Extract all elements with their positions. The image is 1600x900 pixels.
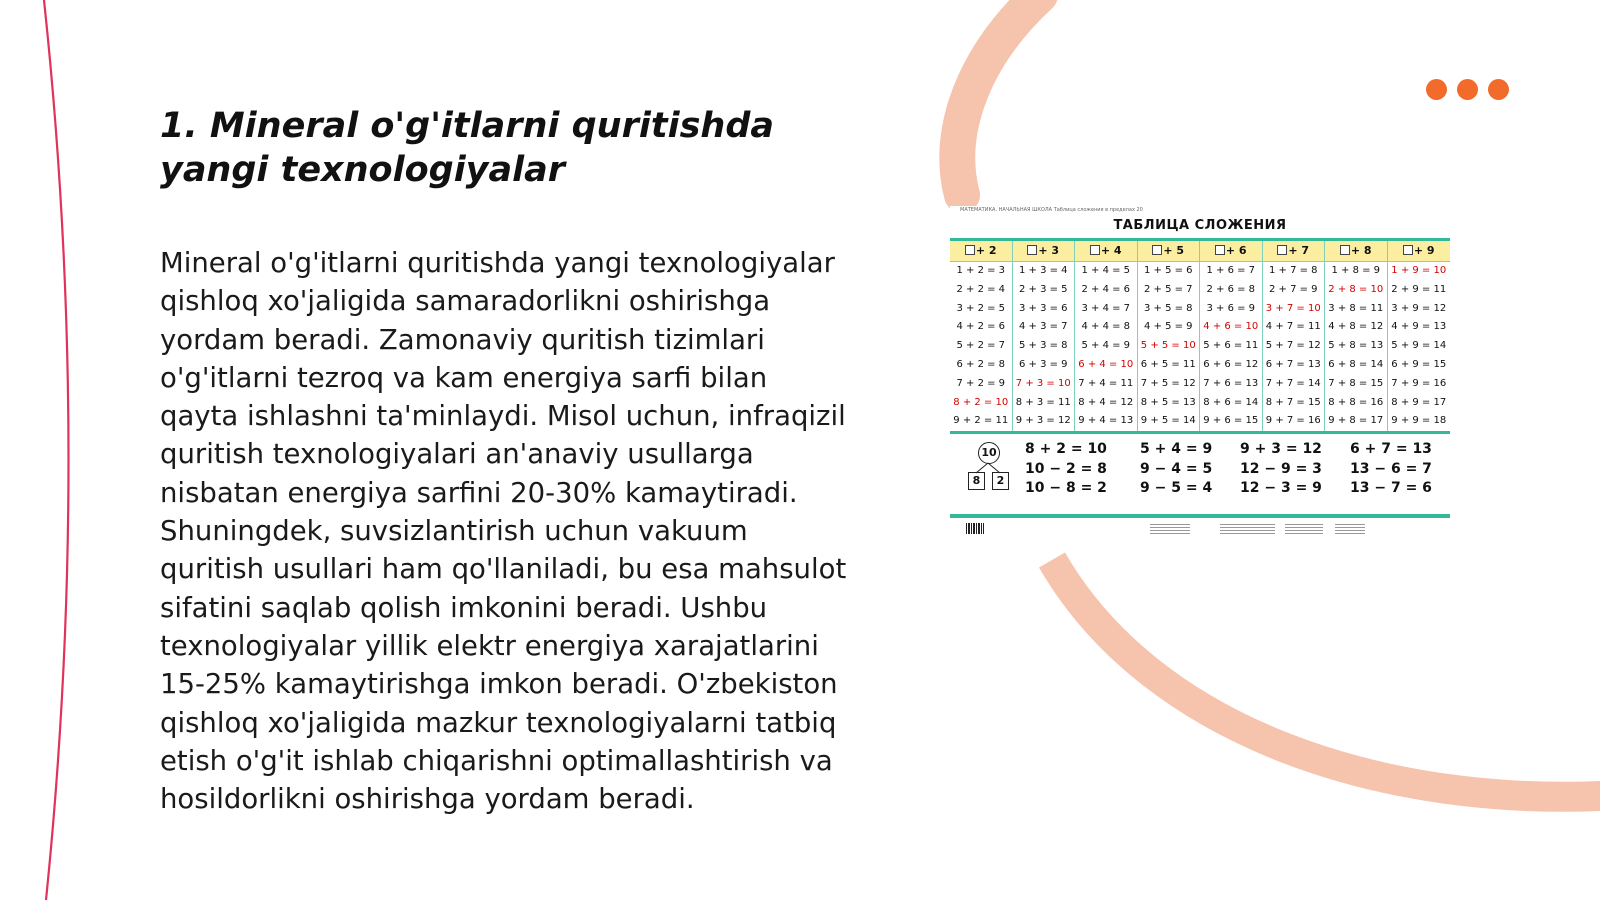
equation-cell: 3 + 8 = 11 <box>1328 302 1384 314</box>
column-header <box>1200 241 1262 262</box>
equation-cell: 7 + 9 = 16 <box>1391 377 1447 389</box>
fine-print-1 <box>1150 524 1190 534</box>
equation-cell: 9 + 6 = 15 <box>1203 415 1259 427</box>
equation-cell: 4 + 9 = 13 <box>1391 321 1447 333</box>
dot-2 <box>1457 79 1478 100</box>
equation-cell: 2 + 4 = 6 <box>1081 283 1131 295</box>
equation-cell: 8 + 8 = 16 <box>1328 396 1384 408</box>
column-header <box>1263 241 1325 262</box>
equation-cell: 2 + 3 = 5 <box>1018 283 1068 295</box>
dot-1 <box>1426 79 1447 100</box>
equation-cell: 7 + 3 = 10 <box>1015 377 1071 389</box>
column-header-label: + 9 <box>1413 244 1435 257</box>
equation-cell: 6 + 6 = 12 <box>1203 358 1259 370</box>
blank-box-icon <box>1027 245 1037 255</box>
addition-column <box>1325 241 1388 431</box>
equation-cell: 7 + 8 = 15 <box>1328 377 1384 389</box>
equation-cell: 9 + 7 = 16 <box>1265 415 1321 427</box>
poster-header: МАТЕМАТИКА. НАЧАЛЬНАЯ ШКОЛА Таблица сложения в пределах 20 <box>960 207 1143 213</box>
column-header-label: + 2 <box>975 244 997 257</box>
equation-cell: 7 + 2 = 9 <box>956 377 1006 389</box>
equation-cell: 4 + 6 = 10 <box>1203 321 1259 333</box>
equation-cell: 1 + 8 = 9 <box>1331 265 1381 276</box>
equation-cell: 8 + 3 = 11 <box>1015 396 1071 408</box>
equation-cell: 2 + 2 = 4 <box>956 283 1006 295</box>
example-equation: 12 − 3 = 9 <box>1240 480 1322 497</box>
equation-cell: 5 + 8 = 13 <box>1328 340 1384 352</box>
example-equation: 13 − 6 = 7 <box>1350 460 1432 477</box>
column-header-label: + 3 <box>1038 244 1060 257</box>
poster-footer-band <box>950 514 1450 518</box>
equation-cell: 6 + 8 = 14 <box>1328 358 1384 370</box>
column-header <box>1075 241 1137 262</box>
equation-cell: 1 + 6 = 7 <box>1206 265 1256 276</box>
equation-cell: 1 + 2 = 3 <box>956 265 1006 276</box>
addition-column <box>1263 241 1326 431</box>
column-header <box>1325 241 1387 262</box>
blank-box-icon <box>1152 245 1162 255</box>
equation-cell: 7 + 7 = 14 <box>1265 377 1321 389</box>
equation-cell: 6 + 2 = 8 <box>956 358 1006 370</box>
equation-cell: 5 + 5 = 10 <box>1140 340 1196 352</box>
equation-cell: 8 + 2 = 10 <box>953 396 1009 408</box>
equation-cell: 6 + 5 = 11 <box>1140 358 1196 370</box>
example-equation: 13 − 7 = 6 <box>1350 480 1432 497</box>
blank-box-icon <box>1215 245 1225 255</box>
equation-cell: 9 + 5 = 14 <box>1140 415 1196 427</box>
column-header <box>1013 241 1075 262</box>
equation-cell: 5 + 6 = 11 <box>1203 340 1259 352</box>
example-equation: 9 − 5 = 4 <box>1140 480 1213 497</box>
slide-body-text: Mineral o'g'itlarni quritishda yangi texnologiyalar qishloq xo'jaligida samaradorlikni oshirishga yordam beradi. Zamonaviy quritish tizimlari o'g'itlarni tezroq va kam energiya sarfi bilan qayta ishlashni ta'minlaydi. Misol uchun, infraqizil quritish texnologiyalari an'anaviy usullarga nisbatan energiya sarfini 20-30% kamaytiradi. Shuningdek, suvsizlantirish uchun vakuum quritish usullari ham qo'llaniladi, bu esa mahsulot sifatini saqlab qolish imkonini beradi. Ushbu texnologiyalar yillik elektr energiya xarajatlarini 15-25% kamaytirishga imkon beradi. O'zbekiston qishloq xo'jaligida mazkur texnologiyalarni tatbiq etish o'g'it ishlab chiqarishni optimallashtirish va hosildorlikni oshirishga yordam beradi. <box>160 247 847 816</box>
decorative-arc-top <box>957 0 1040 195</box>
equation-cell: 2 + 8 = 10 <box>1328 283 1384 295</box>
addition-column <box>1200 241 1263 431</box>
equation-cell: 5 + 3 = 8 <box>1018 340 1068 352</box>
fine-print-2 <box>1220 524 1275 534</box>
equation-cell: 2 + 7 = 9 <box>1268 283 1318 295</box>
blank-box-icon <box>1403 245 1413 255</box>
equation-cell: 3 + 5 = 8 <box>1143 302 1193 314</box>
column-header <box>1138 241 1200 262</box>
left-curve-line <box>44 0 69 900</box>
column-header <box>1388 241 1451 262</box>
equation-cell: 4 + 5 = 9 <box>1143 321 1193 333</box>
equation-cell: 9 + 8 = 17 <box>1328 415 1384 427</box>
column-header-label: + 5 <box>1163 244 1185 257</box>
equation-cell: 4 + 8 = 12 <box>1328 321 1384 333</box>
equation-cell: 9 + 9 = 18 <box>1391 415 1447 427</box>
addition-grid <box>950 238 1450 434</box>
addition-column <box>950 241 1013 431</box>
split-box-right: 2 <box>992 472 1009 490</box>
ten-circle: 10 <box>978 442 1000 464</box>
example-equation-group <box>1025 440 1107 499</box>
example-equation: 8 + 2 = 10 <box>1025 441 1107 458</box>
equation-cell: 6 + 4 = 10 <box>1078 358 1134 370</box>
addition-column <box>1013 241 1076 431</box>
example-equation: 5 + 4 = 9 <box>1140 441 1213 458</box>
equation-cell: 3 + 3 = 6 <box>1018 302 1068 314</box>
equation-cell: 8 + 7 = 15 <box>1265 396 1321 408</box>
split-box-left: 8 <box>968 472 985 490</box>
example-equation: 9 + 3 = 12 <box>1240 441 1322 458</box>
equation-cell: 1 + 7 = 8 <box>1268 265 1318 276</box>
equation-cell: 8 + 6 = 14 <box>1203 396 1259 408</box>
equation-cell: 7 + 5 = 12 <box>1140 377 1196 389</box>
equation-cell: 3 + 7 = 10 <box>1265 302 1321 314</box>
example-equation: 10 − 8 = 2 <box>1025 480 1107 497</box>
blank-box-icon <box>1090 245 1100 255</box>
slide-title: 1. Mineral o'g'itlarni quritishda yangi texnologiyalar <box>160 106 774 190</box>
split-lines <box>968 462 1013 474</box>
example-equation-group <box>1140 440 1212 499</box>
column-header-label: + 4 <box>1100 244 1122 257</box>
equation-cell: 3 + 6 = 9 <box>1206 302 1256 314</box>
example-equation-group <box>1350 440 1432 499</box>
addition-column <box>1138 241 1201 431</box>
fine-print-4 <box>1335 524 1365 534</box>
blank-box-icon <box>1340 245 1350 255</box>
equation-cell: 7 + 6 = 13 <box>1203 377 1259 389</box>
example-equation: 12 − 9 = 3 <box>1240 460 1322 477</box>
equation-cell: 1 + 4 = 5 <box>1081 265 1131 276</box>
equation-cell: 5 + 7 = 12 <box>1265 340 1321 352</box>
example-equation: 10 − 2 = 8 <box>1025 460 1107 477</box>
equation-cell: 4 + 4 = 8 <box>1081 321 1131 333</box>
equation-cell: 1 + 3 = 4 <box>1018 265 1068 276</box>
example-equation-group <box>1240 440 1322 499</box>
decorative-dots <box>1426 79 1509 100</box>
equation-cell: 9 + 4 = 13 <box>1078 415 1134 427</box>
column-header <box>950 241 1012 262</box>
equation-cell: 2 + 6 = 8 <box>1206 283 1256 295</box>
equation-cell: 2 + 9 = 11 <box>1391 283 1447 295</box>
fine-print-3 <box>1285 524 1323 534</box>
equation-cell: 4 + 7 = 11 <box>1265 321 1321 333</box>
dot-3 <box>1488 79 1509 100</box>
equation-cell: 9 + 3 = 12 <box>1015 415 1071 427</box>
equation-cell: 9 + 2 = 11 <box>953 415 1009 427</box>
equation-cell: 5 + 9 = 14 <box>1391 340 1447 352</box>
blank-box-icon <box>965 245 975 255</box>
equation-cell: 1 + 5 = 6 <box>1143 265 1193 276</box>
addition-table-poster <box>950 206 1450 546</box>
column-header-label: + 7 <box>1288 244 1310 257</box>
equation-cell: 4 + 3 = 7 <box>1018 321 1068 333</box>
equation-cell: 1 + 9 = 10 <box>1391 265 1447 276</box>
equation-cell: 8 + 5 = 13 <box>1140 396 1196 408</box>
example-equation: 9 − 4 = 5 <box>1140 460 1213 477</box>
equation-cell: 8 + 4 = 12 <box>1078 396 1134 408</box>
column-header-label: + 6 <box>1225 244 1247 257</box>
addition-column <box>1388 241 1451 431</box>
example-equation: 6 + 7 = 13 <box>1350 441 1432 458</box>
equation-cell: 7 + 4 = 11 <box>1078 377 1134 389</box>
barcode-icon <box>966 523 984 534</box>
equation-cell: 4 + 2 = 6 <box>956 321 1006 333</box>
blank-box-icon <box>1277 245 1287 255</box>
equation-cell: 6 + 7 = 13 <box>1265 358 1321 370</box>
equation-cell: 8 + 9 = 17 <box>1391 396 1447 408</box>
equation-cell: 6 + 9 = 15 <box>1391 358 1447 370</box>
equation-cell: 6 + 3 = 9 <box>1018 358 1068 370</box>
poster-examples <box>950 434 1450 504</box>
equation-cell: 5 + 2 = 7 <box>956 340 1006 352</box>
equation-cell: 3 + 9 = 12 <box>1391 302 1447 314</box>
equation-cell: 5 + 4 = 9 <box>1081 340 1131 352</box>
poster-title: ТАБЛИЦА СЛОЖЕНИЯ <box>1113 218 1287 233</box>
column-header-label: + 8 <box>1350 244 1372 257</box>
equation-cell: 3 + 2 = 5 <box>956 302 1006 314</box>
addition-column <box>1075 241 1138 431</box>
decorative-arc-bottom <box>1052 560 1600 797</box>
equation-cell: 2 + 5 = 7 <box>1143 283 1193 295</box>
equation-cell: 3 + 4 = 7 <box>1081 302 1131 314</box>
